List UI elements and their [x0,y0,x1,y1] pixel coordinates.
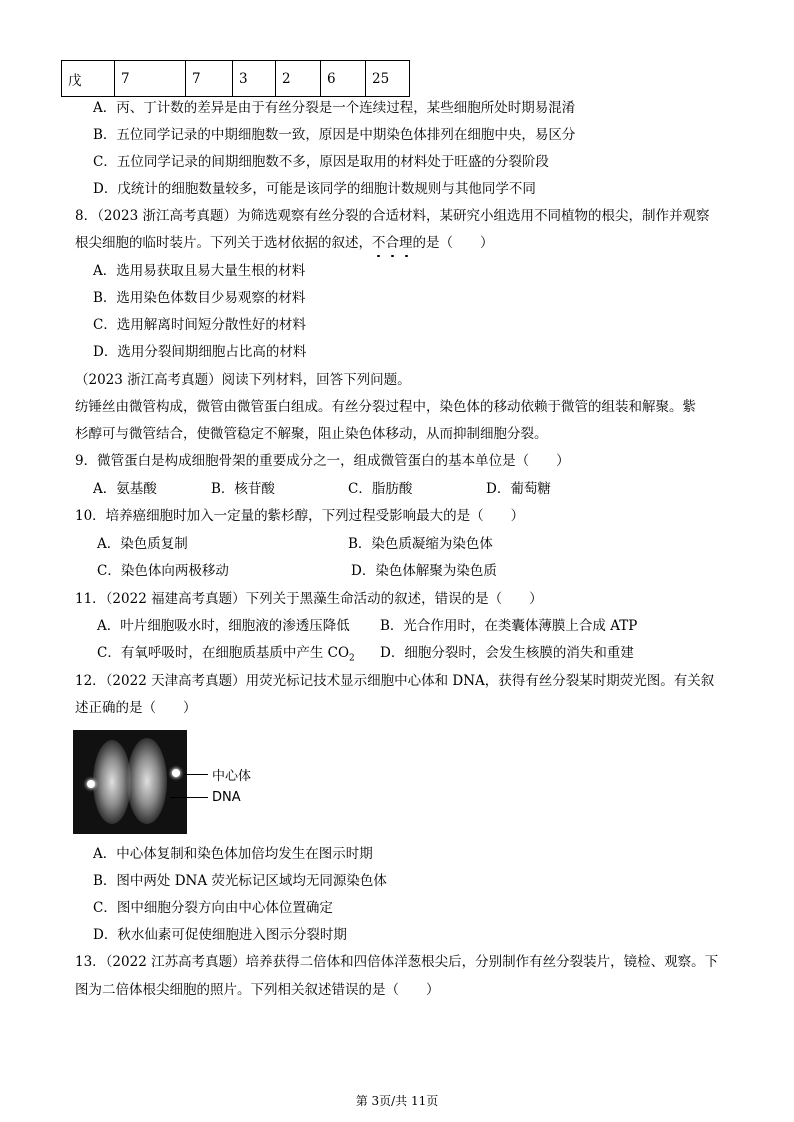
q11-option-c-text: C．有氧呼吸时，在细胞质基质中产生 CO [97,645,350,661]
q9-option-c: C．脂肪酸 [348,481,413,497]
label-dna: DNA [212,790,241,805]
q10-option-d: D．染色体解聚为染色质 [351,563,497,579]
material-line2: 杉醇可与微管结合，使微管稳定不解聚，阻止染色体移动，从而抑制细胞分裂。 [75,426,548,442]
q11-option-b: B．光合作用时，在类囊体薄膜上合成 ATP [380,618,638,634]
q13-stem-line1: 13．（2022 江苏高考真题）培养获得二倍体和四倍体洋葱根尖后，分别制作有丝分裂装片，镜检、观察。下 [75,954,719,970]
q11-option-c [97,644,355,668]
emphasis-dot [377,255,380,258]
q9-option-d: D．葡萄糖 [486,481,551,497]
table-cell: 3 [233,61,276,97]
fluorescence-micrograph [73,730,187,834]
q8-stem-end: 的是（ ） [412,235,494,251]
material-intro: （2023 浙江高考真题）阅读下列材料，回答下列问题。 [75,372,411,388]
q8-option-a: A．选用易获取且易大量生根的材料 [93,263,306,279]
q9-option-a: A．氨基酸 [93,481,157,497]
q12-option-a: A．中心体复制和染色体加倍均发生在图示时期 [93,846,373,862]
q12-option-c: C．图中细胞分裂方向由中心体位置确定 [93,900,333,916]
emphasis-dot [391,255,394,258]
q8-emphasis-text: 不合理 [372,235,413,251]
table-cell: 6 [321,61,366,97]
q9-option-b: B．核苷酸 [211,481,275,497]
material-line1: 纺锤丝由微管构成，微管由微管蛋白组成。有丝分裂过程中，染色体的移动依赖于微管的组装和解聚。紫 [75,399,696,415]
label-centrosome: 中心体 [212,769,252,784]
table-row [62,61,410,97]
q11-option-d: D．细胞分裂时，会发生核膜的消失和重建 [380,645,634,661]
q12-stem-line1: 12．（2022 天津高考真题）用荧光标记技术显示细胞中心体和 DNA，获得有丝分裂某时期荧光图。有关叙 [75,673,715,689]
q7-option-a: A．丙、丁计数的差异是由于有丝分裂是一个连续过程，某些细胞所处时期易混淆 [93,100,576,116]
q12-option-b: B．图中两处 DNA 荧光标记区域均无同源染色体 [93,873,387,889]
q7-option-d: D．戊统计的细胞数量较多，可能是该同学的细胞计数规则与其他同学不同 [93,181,536,197]
dna-region-left [93,740,131,824]
q9-stem: 9．微管蛋白是构成细胞骨架的重要成分之一，组成微管蛋白的基本单位是（ ） [75,453,570,469]
q13-stem-line2: 图为二倍体根尖细胞的照片。下列相关叙述错误的是（ ） [75,982,440,998]
table-cell: 25 [366,61,410,97]
centrosome-left [87,780,95,788]
q7-option-c: C．五位同学记录的间期细胞数不多，原因是取用的材料处于旺盛的分裂阶段 [93,154,549,170]
centrosome-pointer [184,774,208,775]
q12-stem-line2: 述正确的是（ ） [75,700,197,716]
q8-option-d: D．选用分裂间期细胞占比高的材料 [93,344,307,360]
q10-stem: 10．培养癌细胞时加入一定量的紫杉醇，下列过程受影响最大的是（ ） [75,508,525,524]
q11-stem: 11．（2022 福建高考真题）下列关于黑藻生命活动的叙述，错误的是（ ） [75,591,543,607]
q8-option-b: B．选用染色体数目少易观察的材料 [93,290,306,306]
table-cell: 7 [186,61,233,97]
q8-emphasis [372,235,413,251]
emphasis-dot [405,255,408,258]
dna-pointer [170,797,208,798]
q7-option-b: B．五位同学记录的中期细胞数一致，原因是中期染色体排列在细胞中央，易区分 [93,127,576,143]
q12-option-d: D．秋水仙素可促使细胞进入图示分裂时期 [93,927,347,943]
q10-option-b: B．染色质凝缩为染色体 [348,536,493,552]
cell-count-table [61,60,410,97]
centrosome-right [172,769,180,777]
table-cell: 7 [115,61,186,97]
q10-option-c: C．染色体向两极移动 [97,563,229,579]
q8-stem-text: 根尖细胞的临时装片。下列关于选材依据的叙述， [75,235,372,251]
q11-option-c-subscript: 2 [349,653,355,664]
table-cell: 戊 [62,61,115,97]
q8-stem-line2 [75,234,494,252]
q8-option-c: C．选用解离时间短分散性好的材料 [93,317,306,333]
table-cell: 2 [276,61,321,97]
dna-region-right [127,738,167,824]
page-footer: 第 3页/共 11页 [355,1094,439,1108]
q10-option-a: A．染色质复制 [97,536,188,552]
q11-option-a: A．叶片细胞吸水时，细胞液的渗透压降低 [97,618,350,634]
q8-stem-line1: 8．（2023 浙江高考真题）为筛选观察有丝分裂的合适材料，某研究小组选用不同植物的根尖，制作并观察 [75,208,710,224]
